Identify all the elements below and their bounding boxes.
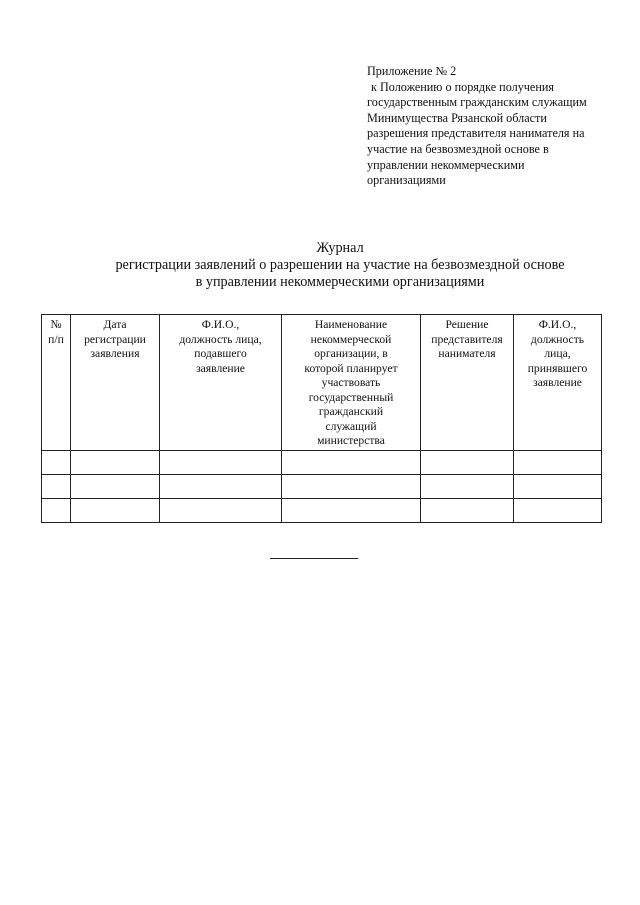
- journal-subtitle-line: в управлении некоммерческими организациями: [195, 274, 485, 290]
- table-cell: [421, 475, 514, 499]
- annex-block: [367, 64, 629, 189]
- table-cell: [160, 475, 282, 499]
- table-cell: [282, 475, 421, 499]
- table-cell: [421, 499, 514, 523]
- column-header-number: № п/п: [42, 315, 71, 451]
- annex-line: управлении некоммерческими: [367, 157, 525, 172]
- annex-line: организациями: [367, 173, 446, 188]
- table-header-row: [42, 315, 602, 451]
- journal-subtitle-line: регистрации заявлений о разрешении на участие на безвозмездной основе: [115, 257, 565, 273]
- table-cell: [71, 475, 160, 499]
- annex-line: к Положению о порядке получения: [371, 79, 554, 94]
- journal-subtitle: [40, 257, 640, 291]
- table-cell: [514, 451, 602, 475]
- annex-line: Приложение № 2: [367, 64, 457, 78]
- table-cell: [282, 451, 421, 475]
- annex-line: государственным гражданским служащим: [367, 95, 587, 110]
- annex-line: разрешения представителя нанимателя на: [367, 126, 585, 141]
- table-row: [42, 475, 602, 499]
- column-header-employer-decision: Решение представителя нанимателя: [421, 315, 514, 451]
- table-cell: [160, 451, 282, 475]
- table-row: [42, 499, 602, 523]
- table-row: [42, 451, 602, 475]
- table-cell: [514, 475, 602, 499]
- annex-line: участие на безвозмездной основе в: [367, 141, 549, 156]
- footer-divider: [270, 558, 358, 559]
- table-cell: [71, 451, 160, 475]
- table-cell: [160, 499, 282, 523]
- registration-table: [41, 314, 602, 523]
- column-header-registration-date: Дата регистрации заявления: [71, 315, 160, 451]
- table-cell: [42, 451, 71, 475]
- table-cell: [42, 499, 71, 523]
- column-header-applicant: Ф.И.О., должность лица, подавшего заявление: [160, 315, 282, 451]
- annex-line: Минимущества Рязанской области: [367, 110, 547, 125]
- table-cell: [514, 499, 602, 523]
- journal-title: Журнал: [316, 240, 364, 256]
- table-cell: [282, 499, 421, 523]
- table-cell: [421, 451, 514, 475]
- table-cell: [42, 475, 71, 499]
- table-cell: [71, 499, 160, 523]
- column-header-receiver: Ф.И.О., должность лица, принявшего заявление: [514, 315, 602, 451]
- column-header-organization: Наименование некоммерческой организации, в которой планирует участвовать государственный гражданский служащий министерства: [282, 315, 421, 451]
